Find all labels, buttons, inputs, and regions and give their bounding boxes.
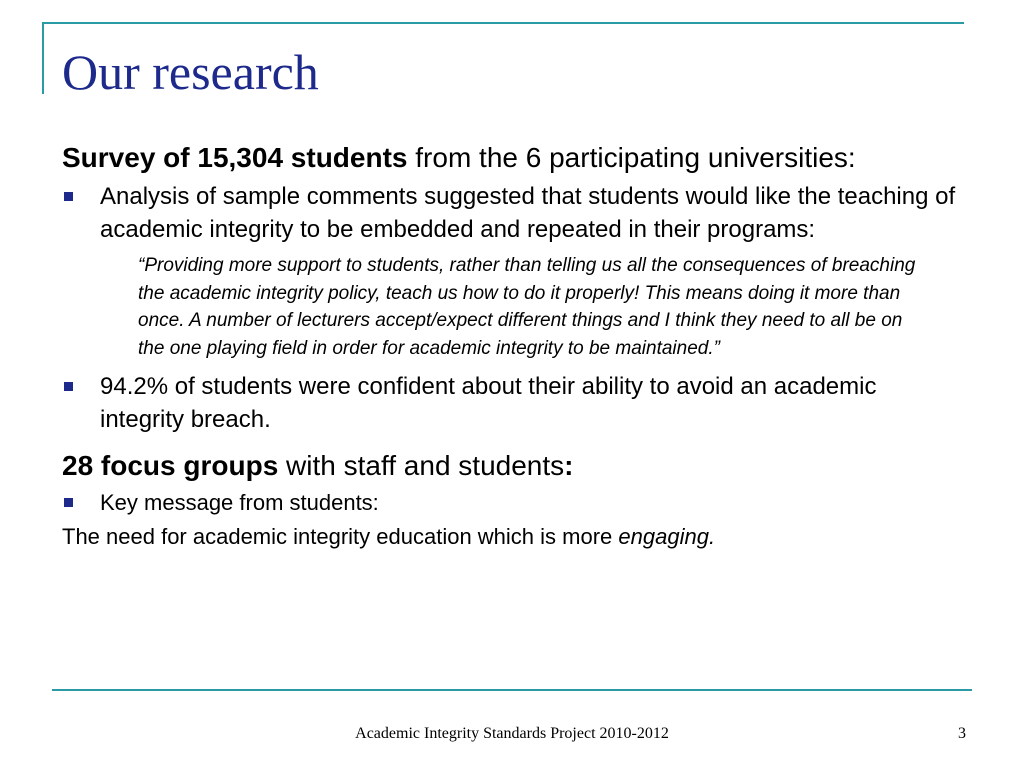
focus-heading-rest: with staff and students: [278, 450, 565, 481]
list-item: [62, 180, 960, 246]
bullet-text: Key message from students:: [100, 490, 379, 515]
bullet-text: Analysis of sample comments suggested that students would like the teaching of academic integrity to be embedded and repeated in their programs:: [100, 183, 956, 243]
footer-rule: [52, 689, 972, 691]
survey-bullet-list-2: [62, 370, 942, 436]
slide-title: Our research: [62, 44, 319, 100]
survey-heading: [62, 140, 942, 176]
bullet-text: 94.2% of students were confident about their ability to avoid an academic integrity breach.: [100, 373, 877, 433]
closing-emphasis: engaging.: [618, 524, 716, 549]
list-item: [62, 488, 942, 518]
closing-statement: [62, 522, 942, 552]
focus-heading-bold: 28 focus groups: [62, 450, 279, 481]
square-bullet-icon: [64, 498, 73, 507]
focus-heading-colon: :: [564, 450, 574, 481]
frame-top-rule: [42, 22, 964, 24]
square-bullet-icon: [64, 192, 73, 201]
square-bullet-icon: [64, 382, 73, 391]
slide-footer: Academic Integrity Standards Project 2010-2012: [355, 725, 669, 742]
survey-bullet-list: [62, 180, 956, 246]
student-quote: “Providing more support to students, rather than telling us all the consequences of breaching the academic integrity policy, teach us how to do it properly! This means doing it more than once. A number of lecturers accept/expect different things and I think they need to all be on the one playing field in order for academic integrity to be maintained.”: [138, 255, 916, 359]
focus-bullet-list: [62, 488, 942, 518]
page-number: 3: [958, 725, 966, 742]
slide-content: [62, 140, 956, 552]
survey-heading-bold: Survey of 15,304 students: [62, 142, 408, 173]
closing-text: The need for academic integrity education which is more: [62, 524, 619, 549]
focus-groups-heading: [62, 448, 942, 484]
list-item: [62, 370, 940, 436]
survey-heading-rest: from the 6 participating universities:: [407, 142, 856, 173]
frame-left-rule: [42, 22, 44, 94]
